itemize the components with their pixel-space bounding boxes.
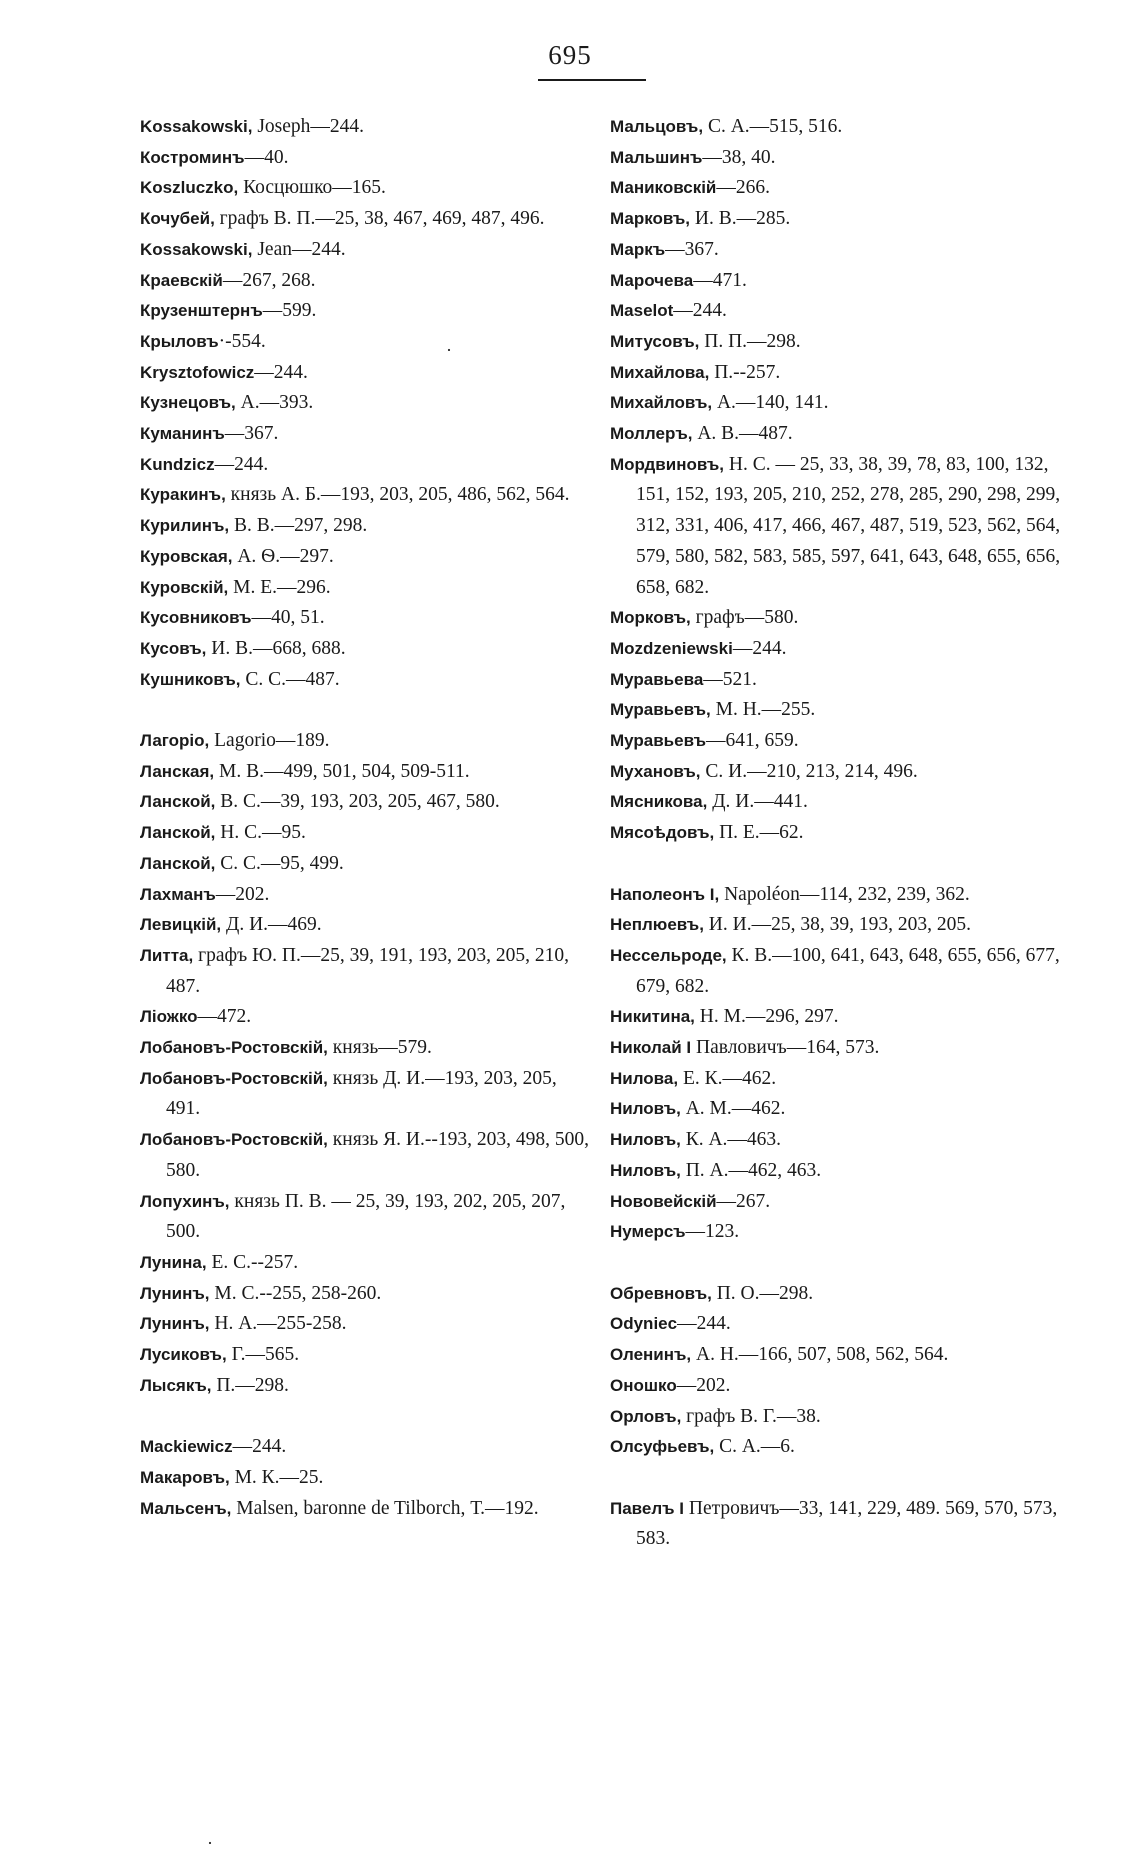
index-entry — [610, 1002, 1070, 1033]
index-entry — [610, 726, 1070, 757]
entry-name: Лобановъ-Ростовскій, — [140, 1068, 328, 1088]
index-entry — [610, 235, 1070, 266]
entry-references: —472. — [197, 1006, 252, 1028]
entry-references: С. А.—6. — [714, 1436, 795, 1458]
entry-references: —123. — [685, 1221, 740, 1243]
entry-name: Лусиковъ, — [140, 1345, 227, 1365]
entry-name: Куровская, — [140, 546, 233, 566]
entry-name: Макаровъ, — [140, 1467, 230, 1487]
index-entry — [610, 1064, 1070, 1095]
index-entry — [140, 480, 590, 511]
entry-name: Kossakowski, — [140, 239, 253, 259]
entry-name: Koszluczko, — [140, 178, 239, 198]
entry-references: —38, 40. — [702, 146, 776, 168]
entry-references: —244. — [677, 1313, 731, 1335]
index-entry — [610, 910, 1070, 941]
entry-references: —202. — [676, 1374, 731, 1396]
entry-name: Mozdzeniewski — [610, 638, 733, 658]
entry-name: Мясникова, — [610, 792, 708, 812]
entry-name: Николай I — [610, 1038, 692, 1058]
index-entry — [140, 511, 590, 542]
index-entry — [140, 1002, 590, 1033]
index-column-right — [610, 112, 1070, 1555]
entry-references: П.—298. — [211, 1374, 289, 1396]
entry-references: Д. И.—469. — [221, 914, 322, 936]
index-entry — [140, 1371, 590, 1402]
index-entry — [610, 941, 1070, 1002]
index-entry — [610, 450, 1070, 604]
entry-references: П. О.—298. — [711, 1282, 814, 1304]
index-entry — [140, 1248, 590, 1279]
entry-name: Михайлова, — [610, 362, 710, 382]
entry-references: А. М.—462. — [680, 1098, 786, 1120]
index-entry — [140, 266, 590, 297]
index-entry — [140, 1033, 590, 1064]
entry-references: Д. И.—441. — [707, 791, 808, 813]
entry-name: Kossakowski, — [140, 117, 253, 136]
entry-name: Кочубей, — [140, 209, 215, 229]
entry-references: Н. М.—296, 297. — [694, 1006, 839, 1028]
entry-name: Морковъ, — [610, 608, 691, 628]
index-entry — [610, 112, 1070, 143]
index-entry — [140, 450, 590, 481]
entry-references: Е. К.—462. — [678, 1067, 777, 1089]
entry-references: Н. С.—95. — [215, 822, 306, 844]
entry-references: Н. А.—255-258. — [209, 1313, 347, 1335]
entry-name: Кусовъ, — [140, 638, 207, 658]
index-entry — [610, 204, 1070, 235]
entry-references: К. А.—463. — [680, 1129, 782, 1151]
index-entry — [610, 1217, 1070, 1248]
entry-references: Н. С. — 25, 33, 38, 39, 78, 83, 100, 132, 151, 152, 193, 205, 210, 252, 278, 285, 290, 298, 299, 312, 331, 406, 417, 466, 467, 487, 519, 523, 562, 564, 579, 580, 582, 583, 585, 597, 641, 643, 648, 655, 656, 658, 682. — [636, 453, 1061, 598]
entry-name: Мальшинъ — [610, 147, 703, 167]
entry-references: —244. — [732, 637, 787, 659]
index-entry — [140, 634, 590, 665]
entry-references: Malsen, baronne de Tilborch, Т.—192. — [231, 1497, 539, 1519]
index-entry — [610, 1402, 1070, 1433]
index-entry — [140, 419, 590, 450]
entry-name: Лопухинъ, — [140, 1191, 230, 1211]
entry-references: С. С.—95, 499. — [215, 852, 344, 874]
entry-references: —40, 51. — [251, 607, 325, 629]
entry-references: —40. — [244, 146, 289, 168]
entry-name: Нумерсъ — [610, 1222, 686, 1242]
index-entry — [140, 173, 590, 204]
entry-references: М. К.—25. — [229, 1466, 324, 1488]
entry-references: И. И.—25, 38, 39, 193, 203, 205. — [703, 914, 971, 936]
entry-references: И. В.—285. — [690, 208, 791, 230]
entry-references: Г.—565. — [226, 1344, 300, 1366]
entry-name: Марковъ, — [610, 209, 691, 229]
index-entry — [610, 388, 1070, 419]
index-entry — [140, 603, 590, 634]
entry-name: Курилинъ, — [140, 516, 230, 536]
entry-name: Ниловъ, — [610, 1160, 681, 1180]
entry-name: Орловъ, — [610, 1406, 682, 1426]
index-entry — [610, 695, 1070, 726]
entry-references: Косцюшко—165. — [238, 177, 386, 199]
index-entry — [140, 542, 590, 573]
entry-references: В. С.—39, 193, 203, 205, 467, 580. — [215, 791, 500, 813]
entry-references: ·-554. — [218, 330, 266, 352]
entry-name: Krysztofowicz — [140, 362, 255, 382]
entry-references: А. В.—487. — [692, 423, 793, 445]
entry-references: —599. — [262, 300, 317, 322]
entry-name: Никитина, — [610, 1007, 695, 1027]
entry-references: князь—579. — [327, 1037, 432, 1059]
index-entry — [140, 112, 590, 143]
page-number-rule — [538, 79, 646, 81]
entry-references: Петровичъ—33, 141, 229, 489. 569, 570, 573, 583. — [636, 1497, 1058, 1550]
index-entry — [140, 235, 590, 266]
entry-references: —266. — [716, 177, 770, 199]
entry-references: —471. — [693, 269, 747, 291]
entry-name: Куманинъ — [140, 424, 225, 444]
entry-references: Joseph—244. — [252, 116, 365, 137]
index-entry — [140, 1463, 590, 1494]
entry-name: Маниковскій — [610, 178, 717, 198]
entry-references: С. С.—487. — [240, 668, 340, 690]
index-entry — [610, 1309, 1070, 1340]
entry-name: Кушниковъ, — [140, 669, 241, 689]
entry-name: Нововейскій — [610, 1191, 717, 1211]
index-entry — [610, 1187, 1070, 1218]
entry-name: Maselot — [610, 301, 674, 321]
page-number: 695 — [548, 40, 592, 70]
entry-name: Крузенштернъ — [140, 301, 263, 321]
index-entry — [140, 143, 590, 174]
entry-references: графъ—580. — [690, 607, 799, 629]
index-entry — [140, 757, 590, 788]
entry-references: —267, 268. — [222, 269, 316, 291]
entry-name: Обревновъ, — [610, 1283, 712, 1303]
entry-references: Jean—244. — [252, 238, 346, 260]
entry-references: М. С.--255, 258-260. — [209, 1282, 382, 1304]
entry-name: Kundzicz — [140, 454, 215, 474]
index-entry — [610, 1094, 1070, 1125]
entry-references: —367. — [224, 423, 279, 445]
entry-references: М. В.—499, 501, 504, 509-511. — [214, 760, 470, 782]
entry-name: Маркъ — [610, 239, 666, 259]
entry-name: Лобановъ-Ростовскій, — [140, 1130, 328, 1150]
index-entry — [610, 1371, 1070, 1402]
index-entry — [610, 327, 1070, 358]
index-entry — [140, 358, 590, 389]
index-column-left — [140, 112, 590, 1524]
entry-references: —521. — [703, 668, 757, 690]
index-entry — [610, 296, 1070, 327]
entry-name: Куракинъ, — [140, 485, 226, 505]
entry-name: Кусовниковъ — [140, 608, 252, 628]
index-entry — [610, 818, 1070, 849]
entry-references: —244. — [232, 1436, 287, 1458]
entry-name: Левицкій, — [140, 915, 222, 935]
index-entry — [140, 880, 590, 911]
entry-name: Мальсенъ, — [140, 1498, 232, 1518]
entry-references: А.—393. — [235, 392, 314, 414]
index-entry — [610, 1156, 1070, 1187]
index-entry — [140, 910, 590, 941]
entry-references: князь П. В. — 25, 39, 193, 202, 205, 207, 500. — [166, 1190, 566, 1243]
index-entry — [610, 787, 1070, 818]
entry-name: Ланской, — [140, 792, 216, 812]
entry-name: Нессельроде, — [610, 945, 727, 965]
index-entry — [140, 1187, 590, 1248]
entry-name: Неплюевъ, — [610, 915, 704, 935]
entry-name: Митусовъ, — [610, 331, 700, 351]
entry-name: Mackiewicz — [140, 1437, 233, 1457]
index-entry — [610, 1033, 1070, 1064]
entry-references: М. Н.—255. — [710, 699, 816, 721]
index-entry — [610, 603, 1070, 634]
entry-name: Odyniec — [610, 1314, 678, 1334]
entry-name: Михайловъ, — [610, 393, 713, 413]
index-entry — [140, 1279, 590, 1310]
index-entry — [610, 634, 1070, 665]
entry-name: Ланской, — [140, 853, 216, 873]
entry-references: —244. — [673, 300, 727, 322]
entry-name: Мордвиновъ, — [610, 454, 724, 474]
entry-references: —267. — [716, 1190, 771, 1212]
index-entry — [610, 1494, 1070, 1555]
entry-references: С. А.—515, 516. — [703, 116, 843, 137]
entry-references: графъ В. П.—25, 38, 467, 469, 487, 496. — [214, 208, 545, 230]
index-entry — [610, 665, 1070, 696]
index-entry — [140, 849, 590, 880]
entry-references: П. П.—298. — [699, 330, 801, 352]
entry-references: Павловичъ—164, 573. — [691, 1037, 880, 1059]
entry-name: Оношко — [610, 1375, 677, 1395]
entry-name: Краевскій — [140, 270, 223, 290]
index-entry — [610, 1279, 1070, 1310]
entry-references: —244. — [214, 453, 269, 475]
entry-name: Мясоѣдовъ, — [610, 823, 715, 843]
index-entry — [610, 757, 1070, 788]
entry-name: Нилова, — [610, 1068, 679, 1088]
entry-references: князь Д. И.—193, 203, 205, 491. — [166, 1067, 557, 1120]
print-speck: · — [207, 1833, 213, 1853]
index-entry — [140, 204, 590, 235]
index-entry — [610, 419, 1070, 450]
entry-name: Ланская, — [140, 761, 215, 781]
index-entry — [610, 1125, 1070, 1156]
index-entry — [140, 941, 590, 1002]
entry-name: Олсуфьевъ, — [610, 1437, 715, 1457]
index-entry — [140, 327, 590, 358]
entry-references: князь А. Б.—193, 203, 205, 486, 562, 564. — [225, 484, 570, 506]
entry-references: И. В.—668, 688. — [206, 637, 346, 659]
entry-references: графъ В. Г.—38. — [681, 1405, 821, 1427]
entry-name: Лагоріо, — [140, 731, 210, 751]
index-entry — [140, 787, 590, 818]
entry-name: Крыловъ — [140, 331, 219, 351]
entry-name: Мальцовъ, — [610, 117, 704, 136]
entry-name: Муравьева — [610, 669, 704, 689]
entry-references: В. В.—297, 298. — [229, 515, 368, 537]
index-entry — [140, 1432, 590, 1463]
index-entry — [140, 665, 590, 696]
entry-references: П. А.—462, 463. — [680, 1159, 822, 1181]
entry-name: Ланской, — [140, 823, 216, 843]
entry-references: К. В.—100, 641, 643, 648, 655, 656, 677, 679, 682. — [636, 944, 1060, 997]
index-entry — [140, 573, 590, 604]
index-entry — [610, 143, 1070, 174]
entry-name: Павелъ I — [610, 1498, 684, 1518]
entry-name: Костроминъ — [140, 147, 245, 167]
entry-references: —641, 659. — [706, 730, 799, 752]
entry-name: Ліожко — [140, 1007, 198, 1027]
index-entry — [610, 1432, 1070, 1463]
entry-name: Оленинъ, — [610, 1345, 692, 1365]
index-entry — [140, 388, 590, 419]
index-entry — [140, 1064, 590, 1125]
entry-name: Мухановъ, — [610, 761, 701, 781]
entry-name: Лунинъ, — [140, 1283, 210, 1303]
entry-references: А.—140, 141. — [712, 392, 829, 414]
entry-name: Наполеонъ I, — [610, 884, 720, 904]
entry-name: Марочева — [610, 270, 694, 290]
entry-name: Литта, — [140, 945, 194, 965]
index-entry — [610, 173, 1070, 204]
index-entry — [140, 1494, 590, 1525]
entry-name: Лунинъ, — [140, 1314, 210, 1334]
entry-name: Муравьевъ — [610, 731, 707, 751]
entry-references: —202. — [215, 883, 270, 905]
index-entry — [610, 880, 1070, 911]
entry-references: М. Е.—296. — [228, 576, 331, 598]
print-speck: · — [446, 340, 452, 360]
index-entry — [140, 1125, 590, 1186]
index-entry — [140, 818, 590, 849]
entry-name: Кузнецовъ, — [140, 393, 236, 413]
index-entry — [140, 726, 590, 757]
entry-references: Napoléon—114, 232, 239, 362. — [719, 883, 970, 905]
entry-references: —244. — [254, 361, 308, 383]
entry-references: П. Е.—62. — [714, 822, 804, 844]
entry-name: Куровскій, — [140, 577, 229, 597]
entry-references: князь Я. И.--193, 203, 498, 500, 580. — [166, 1129, 589, 1181]
entry-references: графъ Ю. П.—25, 39, 191, 193, 203, 205, 210, 487. — [166, 944, 569, 997]
entry-name: Ниловъ, — [610, 1099, 681, 1119]
index-entry — [610, 266, 1070, 297]
entry-references: Lagorio—189. — [209, 730, 330, 752]
entry-references: А. Ѳ.—297. — [232, 545, 334, 567]
index-entry — [610, 358, 1070, 389]
entry-name: Лысякъ, — [140, 1375, 212, 1395]
entry-references: —367. — [665, 238, 719, 260]
entry-name: Лахманъ — [140, 884, 216, 904]
entry-references: С. И.—210, 213, 214, 496. — [700, 760, 918, 782]
entry-name: Муравьевъ, — [610, 700, 711, 720]
entry-name: Моллеръ, — [610, 424, 693, 444]
entry-name: Лунина, — [140, 1253, 207, 1272]
entry-name: Ниловъ, — [610, 1130, 681, 1150]
index-entry — [140, 296, 590, 327]
index-entry — [140, 1340, 590, 1371]
index-entry — [140, 1309, 590, 1340]
index-entry — [610, 1340, 1070, 1371]
entry-references: П.--257. — [709, 361, 781, 383]
entry-references: А. Н.—166, 507, 508, 562, 564. — [691, 1344, 949, 1366]
entry-name: Лобановъ-Ростовскій, — [140, 1038, 328, 1058]
entry-references: Е. С.--257. — [206, 1252, 299, 1273]
